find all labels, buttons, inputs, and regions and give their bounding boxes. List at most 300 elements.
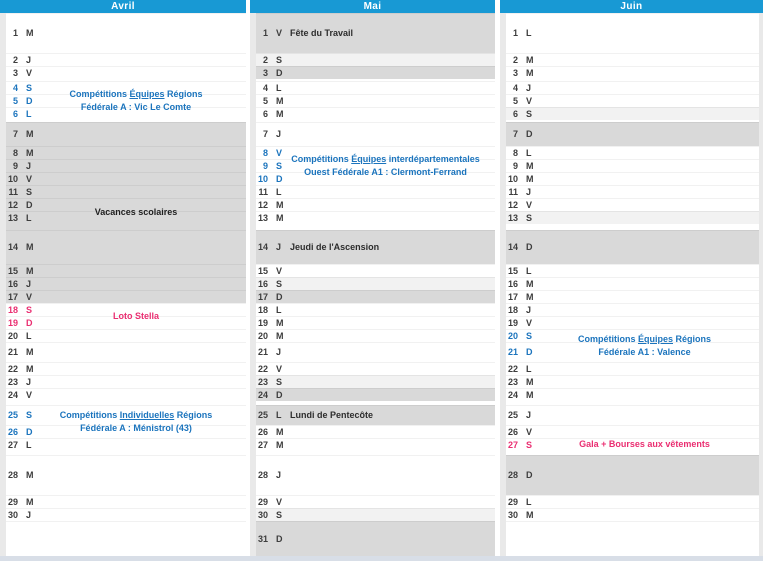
day-number: 2 bbox=[12, 54, 18, 65]
day-row[interactable] bbox=[256, 94, 495, 107]
event-text: Équipes bbox=[351, 153, 387, 164]
day-letter: L bbox=[276, 82, 282, 93]
event-text: Fédérale A1 : Valence bbox=[598, 346, 691, 357]
day-row[interactable] bbox=[506, 342, 763, 362]
day-letter: S bbox=[26, 304, 33, 315]
day-letter: J bbox=[526, 82, 532, 93]
day-row[interactable] bbox=[6, 375, 246, 388]
day-number: 19 bbox=[257, 317, 268, 328]
day-number: 12 bbox=[7, 199, 18, 210]
day-row[interactable] bbox=[506, 495, 763, 508]
day-letter: M bbox=[526, 173, 534, 184]
day-number: 27 bbox=[507, 439, 518, 450]
day-row[interactable] bbox=[6, 159, 246, 172]
day-letter: V bbox=[26, 389, 33, 400]
event-text: Compétitions bbox=[291, 153, 352, 164]
day-letter: D bbox=[276, 389, 283, 400]
day-number: 3 bbox=[262, 67, 268, 78]
event-text: Gala + Bourses aux vêtements bbox=[579, 439, 710, 449]
day-number: 26 bbox=[7, 426, 18, 437]
day-number: 29 bbox=[257, 496, 268, 507]
day-row[interactable] bbox=[6, 362, 246, 375]
day-row[interactable] bbox=[256, 342, 495, 362]
day-letter: J bbox=[26, 376, 32, 387]
day-row[interactable] bbox=[506, 316, 763, 329]
day-number: 24 bbox=[7, 389, 18, 400]
day-row[interactable] bbox=[256, 107, 495, 120]
day-row[interactable] bbox=[256, 185, 495, 198]
bottom-bar bbox=[0, 556, 763, 561]
day-row[interactable] bbox=[6, 329, 246, 342]
day-number: 30 bbox=[7, 509, 18, 520]
day-number: 4 bbox=[262, 82, 268, 93]
day-number: 5 bbox=[12, 95, 18, 106]
day-letter: V bbox=[526, 317, 533, 328]
day-letter: J bbox=[526, 186, 532, 197]
day-letter: V bbox=[276, 147, 283, 158]
event-text: Compétitions bbox=[69, 88, 130, 99]
day-letter: D bbox=[26, 199, 33, 210]
day-number: 16 bbox=[7, 278, 18, 289]
day-row[interactable] bbox=[256, 425, 495, 438]
day-row[interactable] bbox=[506, 211, 763, 224]
day-letter: V bbox=[276, 496, 283, 507]
event-text: Ouest Fédérale A1 : Clermont-Ferrand bbox=[304, 166, 467, 177]
event-text: Individuelles bbox=[119, 409, 175, 420]
day-row[interactable] bbox=[256, 495, 495, 508]
day-letter: M bbox=[526, 291, 534, 302]
event-text: Régions bbox=[673, 333, 712, 344]
day-letter: L bbox=[526, 496, 532, 507]
day-row[interactable] bbox=[506, 405, 763, 425]
day-number: 26 bbox=[257, 426, 268, 437]
day-number: 5 bbox=[512, 95, 518, 106]
day-number: 29 bbox=[507, 496, 518, 507]
day-number: 23 bbox=[507, 376, 518, 387]
day-row[interactable] bbox=[6, 342, 246, 362]
day-number: 3 bbox=[12, 67, 18, 78]
day-row[interactable] bbox=[506, 375, 763, 388]
day-row[interactable] bbox=[256, 455, 495, 495]
day-letter: M bbox=[26, 28, 34, 38]
day-letter: M bbox=[26, 265, 34, 276]
day-row[interactable] bbox=[6, 316, 246, 329]
day-letter: V bbox=[26, 291, 33, 302]
day-letter: D bbox=[276, 173, 283, 184]
day-row[interactable] bbox=[256, 211, 495, 224]
day-row[interactable] bbox=[256, 13, 495, 53]
day-row[interactable] bbox=[506, 13, 763, 53]
day-number: 31 bbox=[257, 533, 268, 544]
day-row[interactable] bbox=[256, 521, 495, 556]
day-row[interactable] bbox=[6, 13, 246, 53]
day-letter: M bbox=[526, 509, 534, 520]
day-letter: M bbox=[26, 242, 34, 252]
day-number: 22 bbox=[257, 363, 268, 374]
day-row[interactable] bbox=[256, 362, 495, 375]
day-row[interactable] bbox=[256, 53, 495, 66]
day-number: 6 bbox=[12, 108, 18, 119]
day-row[interactable] bbox=[6, 455, 246, 495]
day-row[interactable] bbox=[256, 316, 495, 329]
day-row[interactable] bbox=[6, 303, 246, 316]
event-text: Équipes bbox=[637, 333, 673, 344]
day-number: 13 bbox=[257, 212, 268, 223]
day-row[interactable] bbox=[6, 53, 246, 66]
day-number: 20 bbox=[507, 330, 518, 341]
event-text: Vacances scolaires bbox=[94, 207, 178, 217]
day-letter: M bbox=[26, 147, 34, 158]
day-row[interactable] bbox=[256, 81, 495, 94]
day-row[interactable] bbox=[256, 198, 495, 211]
day-row[interactable] bbox=[6, 107, 246, 120]
day-row[interactable] bbox=[256, 66, 495, 79]
day-row[interactable] bbox=[256, 146, 495, 159]
day-row[interactable] bbox=[6, 438, 246, 451]
day-letter: S bbox=[276, 509, 283, 520]
day-letter: M bbox=[276, 212, 284, 223]
month-header[interactable]: Avril bbox=[0, 0, 246, 13]
day-letter: D bbox=[276, 533, 283, 544]
event-text: Compétitions bbox=[577, 333, 638, 344]
day-number: 28 bbox=[507, 470, 518, 480]
day-number: 19 bbox=[507, 317, 518, 328]
day-row[interactable] bbox=[6, 495, 246, 508]
day-number: 10 bbox=[7, 173, 18, 184]
day-letter: S bbox=[526, 212, 533, 223]
day-letter: L bbox=[26, 330, 32, 341]
day-row[interactable] bbox=[506, 159, 763, 172]
day-number: 16 bbox=[507, 278, 518, 289]
event-text: Compétitions bbox=[59, 409, 120, 420]
day-number: 12 bbox=[257, 199, 268, 210]
day-row[interactable] bbox=[506, 425, 763, 438]
day-letter: M bbox=[276, 439, 284, 450]
day-number: 2 bbox=[512, 54, 518, 65]
day-number: 3 bbox=[512, 67, 518, 78]
day-number: 25 bbox=[257, 410, 268, 420]
day-letter: D bbox=[26, 426, 33, 437]
day-number: 14 bbox=[257, 242, 268, 252]
month-column bbox=[500, 0, 763, 556]
day-row[interactable] bbox=[6, 521, 246, 556]
day-number: 11 bbox=[8, 186, 18, 197]
day-row[interactable] bbox=[506, 277, 763, 290]
day-number: 13 bbox=[7, 212, 18, 223]
day-letter: S bbox=[526, 108, 533, 119]
day-letter: M bbox=[26, 347, 34, 357]
day-row[interactable] bbox=[506, 303, 763, 316]
day-number: 11 bbox=[508, 186, 518, 197]
day-row[interactable] bbox=[6, 230, 246, 264]
day-row[interactable] bbox=[6, 185, 246, 198]
day-number: 15 bbox=[257, 265, 268, 276]
day-number: 7 bbox=[12, 129, 18, 139]
day-number: 4 bbox=[12, 82, 18, 93]
day-number: 30 bbox=[257, 509, 268, 520]
day-letter: J bbox=[26, 278, 32, 289]
day-row[interactable] bbox=[6, 146, 246, 159]
day-row[interactable] bbox=[6, 66, 246, 79]
day-number: 15 bbox=[7, 265, 18, 276]
day-number: 29 bbox=[7, 496, 18, 507]
day-letter: S bbox=[526, 330, 533, 341]
day-number: 21 bbox=[507, 347, 518, 357]
day-row[interactable] bbox=[506, 81, 763, 94]
day-row[interactable] bbox=[506, 185, 763, 198]
day-letter: M bbox=[26, 129, 34, 139]
day-number: 11 bbox=[258, 186, 268, 197]
day-letter: L bbox=[26, 439, 32, 450]
day-row[interactable] bbox=[6, 198, 246, 211]
day-letter: S bbox=[276, 376, 283, 387]
day-letter: V bbox=[26, 173, 33, 184]
day-number: 7 bbox=[262, 129, 268, 139]
day-letter: M bbox=[276, 108, 284, 119]
day-row[interactable] bbox=[256, 122, 495, 146]
day-number: 8 bbox=[262, 147, 268, 158]
day-row[interactable] bbox=[256, 508, 495, 521]
day-row[interactable] bbox=[506, 172, 763, 185]
day-row[interactable] bbox=[506, 290, 763, 303]
day-number: 21 bbox=[7, 347, 18, 357]
day-letter: L bbox=[276, 186, 282, 197]
day-row[interactable] bbox=[256, 172, 495, 185]
holiday-label: Jeudi de l'Ascension bbox=[290, 242, 380, 252]
day-letter: D bbox=[26, 317, 33, 328]
day-letter: M bbox=[26, 496, 34, 507]
day-letter: S bbox=[526, 439, 533, 450]
day-number: 1 bbox=[12, 28, 18, 38]
event-text: interdépartementales bbox=[386, 153, 480, 164]
day-letter: M bbox=[276, 95, 284, 106]
day-number: 26 bbox=[507, 426, 518, 437]
day-number: 10 bbox=[507, 173, 518, 184]
day-number: 22 bbox=[507, 363, 518, 374]
day-number: 16 bbox=[257, 278, 268, 289]
day-row[interactable] bbox=[256, 303, 495, 316]
day-row[interactable] bbox=[506, 94, 763, 107]
day-number: 24 bbox=[507, 389, 518, 400]
day-number: 25 bbox=[507, 410, 518, 420]
day-row[interactable] bbox=[256, 264, 495, 277]
day-number: 28 bbox=[257, 470, 268, 480]
holiday-label: Fête du Travail bbox=[290, 28, 354, 38]
day-number: 7 bbox=[512, 129, 518, 139]
day-number: 4 bbox=[512, 82, 518, 93]
day-letter: L bbox=[526, 28, 532, 38]
day-letter: L bbox=[276, 410, 282, 420]
day-row[interactable] bbox=[506, 508, 763, 521]
day-number: 9 bbox=[512, 160, 518, 171]
day-row[interactable] bbox=[256, 375, 495, 388]
day-letter: M bbox=[526, 278, 534, 289]
month-column bbox=[0, 0, 246, 556]
day-number: 1 bbox=[262, 28, 268, 38]
day-number: 18 bbox=[257, 304, 268, 315]
day-number: 2 bbox=[262, 54, 268, 65]
day-row[interactable] bbox=[256, 388, 495, 401]
day-row[interactable] bbox=[6, 172, 246, 185]
day-letter: L bbox=[26, 108, 32, 119]
day-letter: M bbox=[526, 67, 534, 78]
day-row[interactable] bbox=[256, 405, 495, 425]
event-text: Régions bbox=[174, 409, 213, 420]
day-row[interactable] bbox=[506, 53, 763, 66]
day-letter: J bbox=[526, 410, 532, 420]
day-letter: M bbox=[276, 199, 284, 210]
event-text: Équipes bbox=[129, 88, 165, 99]
day-number: 6 bbox=[512, 108, 518, 119]
day-row[interactable] bbox=[256, 159, 495, 172]
event-text: Fédérale A : Ménistrol (43) bbox=[80, 422, 192, 433]
day-row[interactable] bbox=[506, 264, 763, 277]
day-row[interactable] bbox=[6, 277, 246, 290]
page-right-strip bbox=[759, 13, 763, 556]
day-letter: J bbox=[276, 242, 282, 252]
day-letter: L bbox=[26, 212, 32, 223]
day-row[interactable] bbox=[6, 94, 246, 107]
day-letter: D bbox=[526, 470, 533, 480]
day-letter: D bbox=[26, 95, 33, 106]
day-letter: L bbox=[276, 304, 282, 315]
day-number: 12 bbox=[507, 199, 518, 210]
day-letter: V bbox=[276, 265, 283, 276]
day-row[interactable] bbox=[256, 329, 495, 342]
day-number: 28 bbox=[7, 470, 18, 480]
day-row[interactable] bbox=[506, 230, 763, 264]
day-letter: M bbox=[276, 330, 284, 341]
day-row[interactable] bbox=[6, 508, 246, 521]
day-row[interactable] bbox=[256, 290, 495, 303]
day-letter: L bbox=[526, 265, 532, 276]
day-letter: L bbox=[526, 363, 532, 374]
day-number: 15 bbox=[507, 265, 518, 276]
day-row[interactable] bbox=[506, 198, 763, 211]
day-number: 23 bbox=[257, 376, 268, 387]
day-letter: M bbox=[526, 54, 534, 65]
day-row[interactable] bbox=[6, 264, 246, 277]
day-letter: L bbox=[526, 147, 532, 158]
day-row[interactable] bbox=[6, 122, 246, 146]
day-row[interactable] bbox=[6, 81, 246, 94]
day-number: 23 bbox=[7, 376, 18, 387]
event-text: Fédérale A : Vic Le Comte bbox=[80, 101, 192, 112]
month-column bbox=[250, 0, 495, 556]
day-number: 18 bbox=[7, 304, 18, 315]
day-row[interactable] bbox=[6, 405, 246, 425]
day-number: 14 bbox=[507, 242, 518, 252]
day-number: 9 bbox=[12, 160, 18, 171]
day-row[interactable] bbox=[506, 362, 763, 375]
event-text: Régions bbox=[164, 88, 203, 99]
day-number: 10 bbox=[257, 173, 268, 184]
day-letter: M bbox=[526, 376, 534, 387]
day-letter: M bbox=[26, 363, 34, 374]
day-row[interactable] bbox=[506, 107, 763, 120]
day-letter: D bbox=[526, 347, 533, 357]
day-number: 20 bbox=[257, 330, 268, 341]
day-number: 30 bbox=[507, 509, 518, 520]
day-number: 18 bbox=[507, 304, 518, 315]
day-letter: J bbox=[26, 54, 32, 65]
day-number: 25 bbox=[7, 410, 18, 420]
day-row[interactable] bbox=[506, 455, 763, 495]
day-letter: S bbox=[26, 82, 33, 93]
day-number: 14 bbox=[7, 242, 18, 252]
day-number: 27 bbox=[257, 439, 268, 450]
day-row[interactable] bbox=[506, 438, 763, 451]
day-number: 24 bbox=[257, 389, 268, 400]
day-row[interactable] bbox=[256, 277, 495, 290]
day-letter: D bbox=[276, 67, 283, 78]
day-number: 9 bbox=[262, 160, 268, 171]
day-row[interactable] bbox=[6, 211, 246, 224]
day-letter: J bbox=[26, 160, 32, 171]
day-letter: D bbox=[276, 291, 283, 302]
day-letter: J bbox=[276, 347, 282, 357]
holiday-label: Lundi de Pentecôte bbox=[290, 410, 374, 420]
day-letter: V bbox=[526, 199, 533, 210]
day-letter: J bbox=[526, 304, 532, 315]
month-header[interactable]: Mai bbox=[250, 0, 495, 13]
day-row[interactable] bbox=[256, 230, 495, 264]
day-letter: D bbox=[526, 242, 533, 252]
day-letter: V bbox=[526, 95, 533, 106]
day-number: 6 bbox=[262, 108, 268, 119]
day-row[interactable] bbox=[506, 122, 763, 146]
day-letter: J bbox=[276, 129, 282, 139]
day-number: 20 bbox=[7, 330, 18, 341]
day-row[interactable] bbox=[6, 290, 246, 303]
day-letter: D bbox=[526, 129, 533, 139]
day-number: 27 bbox=[7, 439, 18, 450]
day-row[interactable] bbox=[506, 66, 763, 79]
day-letter: V bbox=[26, 67, 33, 78]
day-letter: J bbox=[26, 509, 32, 520]
event-text: Loto Stella bbox=[112, 310, 159, 321]
day-row[interactable] bbox=[506, 329, 763, 342]
day-letter: M bbox=[276, 317, 284, 328]
day-number: 8 bbox=[512, 147, 518, 158]
day-number: 21 bbox=[257, 347, 268, 357]
day-row[interactable] bbox=[506, 388, 763, 401]
day-number: 19 bbox=[7, 317, 18, 328]
day-letter: V bbox=[276, 363, 283, 374]
month-header[interactable]: Juin bbox=[500, 0, 763, 13]
day-row[interactable] bbox=[506, 146, 763, 159]
day-letter: S bbox=[26, 186, 33, 197]
day-number: 8 bbox=[12, 147, 18, 158]
day-letter: S bbox=[26, 410, 33, 420]
day-letter: S bbox=[276, 160, 283, 171]
day-letter: M bbox=[26, 470, 34, 480]
day-letter: M bbox=[526, 389, 534, 400]
day-row[interactable] bbox=[506, 521, 763, 556]
day-letter: M bbox=[526, 160, 534, 171]
day-row[interactable] bbox=[6, 388, 246, 401]
day-row[interactable] bbox=[256, 438, 495, 451]
day-row[interactable] bbox=[6, 422, 246, 438]
day-letter: S bbox=[276, 54, 283, 65]
day-number: 17 bbox=[257, 291, 268, 302]
day-letter: V bbox=[276, 28, 283, 38]
day-letter: J bbox=[276, 470, 282, 480]
day-number: 22 bbox=[7, 363, 18, 374]
day-number: 17 bbox=[7, 291, 18, 302]
day-number: 17 bbox=[507, 291, 518, 302]
day-letter: V bbox=[526, 426, 533, 437]
